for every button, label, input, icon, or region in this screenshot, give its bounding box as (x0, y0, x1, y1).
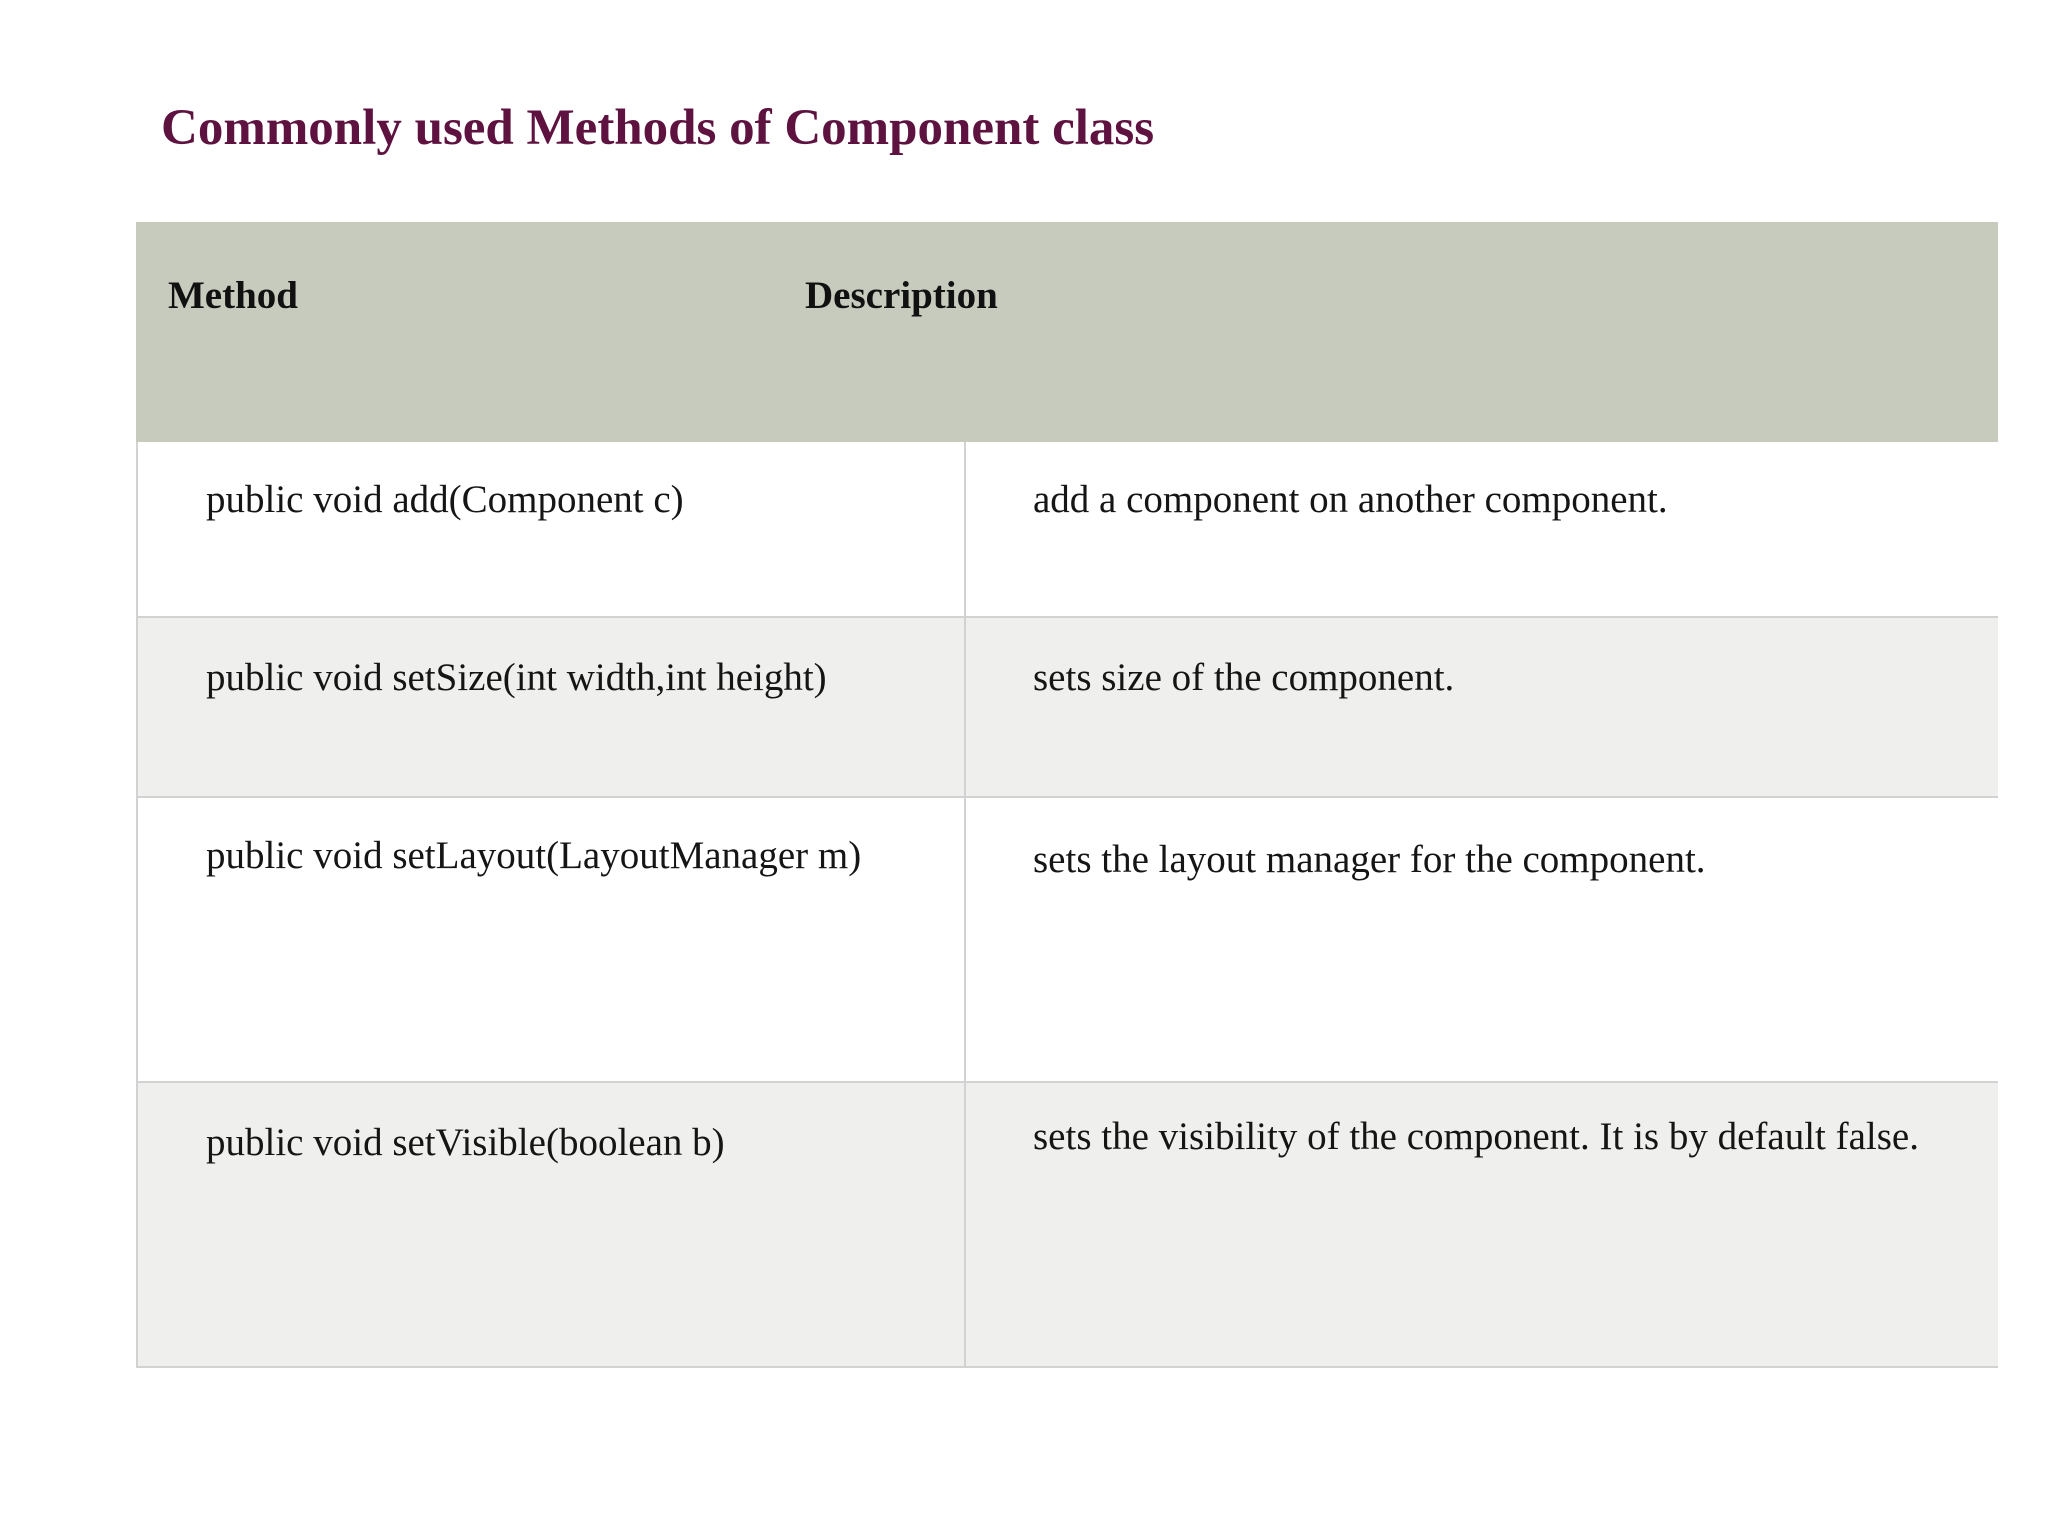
column-divider (964, 1083, 966, 1366)
header-method: Method (168, 274, 298, 317)
table-row (136, 798, 1998, 1083)
methods-table (136, 222, 1998, 1365)
table-header (136, 222, 1998, 442)
description-cell: sets the visibility of the component. It is by default false. (1033, 1115, 1919, 1158)
column-divider (964, 442, 966, 616)
method-cell: public void add(Component c) (206, 478, 684, 521)
table-row (136, 618, 1998, 798)
description-cell: sets the layout manager for the component. (1033, 838, 1706, 881)
header-description: Description (805, 274, 998, 317)
table-row (136, 1083, 1998, 1368)
method-cell: public void setLayout(LayoutManager m) (206, 834, 862, 877)
column-divider (964, 798, 966, 1081)
method-cell: public void setVisible(boolean b) (206, 1121, 725, 1164)
description-cell: add a component on another component. (1033, 478, 1668, 521)
column-divider (964, 618, 966, 796)
table-row (136, 442, 1998, 618)
method-cell: public void setSize(int width,int height) (206, 656, 827, 699)
description-cell: sets size of the component. (1033, 656, 1455, 699)
page-title: Commonly used Methods of Component class (161, 100, 1155, 156)
